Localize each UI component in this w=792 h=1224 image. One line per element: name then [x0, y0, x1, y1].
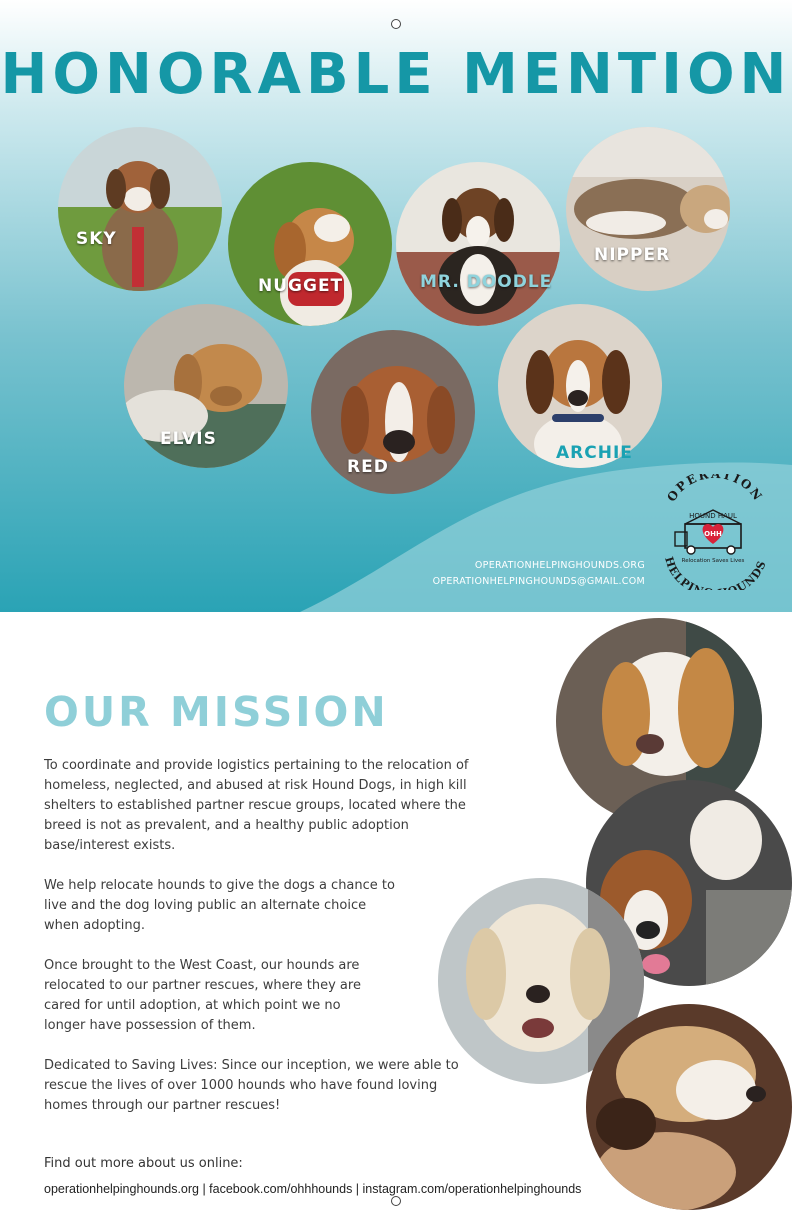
social-links[interactable]: operationhelpinghounds.org | facebook.com/ohhhounds | instagram.com/operationhelpinghounds [44, 1182, 582, 1196]
dog-name-archie: ARCHIE [556, 443, 633, 463]
mission-paragraph-1: To coordinate and provide logistics pertaining to the relocation of homeless, neglected, and abused at risk Hound Dogs, in high kill shelters to established partner rescue groups, located where the breed is not as prevalent, and a healthy public adoption base/interest exists. [44, 758, 469, 853]
dog-photo-nipper [566, 127, 730, 291]
dog-name-nugget: NUGGET [258, 276, 344, 296]
dog-photo-red [311, 330, 475, 494]
dog-photo-nugget [228, 162, 392, 326]
punch-hole [391, 19, 401, 29]
page-title: HONORABLE MENTION [0, 42, 792, 107]
logo-badge: OHH [704, 530, 722, 538]
mission-paragraph-2: We help relocate hounds to give the dogs a chance to live and the dog loving public an alternate choice when adopting. [44, 878, 395, 933]
mission-paragraph-4: Dedicated to Saving Lives: Since our inception, we were able to rescue the lives of over 1000 hounds who have found loving homes through our partner rescues! [44, 1058, 459, 1113]
logo-bottom-text: HELPI UNDS [662, 555, 769, 590]
svg-text:OPERATION [664, 474, 765, 504]
dog-photo-mr-doodle [396, 162, 560, 326]
logo-tagline: Relocation Saves Lives [681, 558, 745, 564]
operation-helping-hounds-logo [655, 474, 775, 590]
logo-top-text: OPERATION [664, 474, 766, 505]
website-text: OPERATIONHELPINGHOUNDS.ORG [474, 560, 645, 571]
dog-photo-sky [58, 127, 222, 291]
logo-hound-haul: HOUND HAUL [689, 512, 737, 520]
find-online-text: Find out more about us online: [44, 1156, 243, 1171]
dog-name-sky: SKY [76, 229, 117, 249]
dog-name-mr-doodle: MR. DOODLE [420, 272, 553, 292]
mission-paragraph-3: Once brought to the West Coast, our hounds are relocated to our partner rescues, where they are cared for until adoption, at which point we no longer have possession of them. [44, 958, 361, 1033]
dog-name-red: RED [347, 457, 389, 477]
email-text: OPERATIONHELPINGHOUNDS@GMAIL.COM [432, 576, 645, 587]
dog-name-elvis: ELVIS [160, 429, 217, 449]
punch-hole [391, 1196, 401, 1206]
mission-title: OUR MISSION [44, 688, 389, 736]
dog-name-nipper: NIPPER [594, 245, 671, 265]
mission-photo-4 [586, 1004, 792, 1210]
